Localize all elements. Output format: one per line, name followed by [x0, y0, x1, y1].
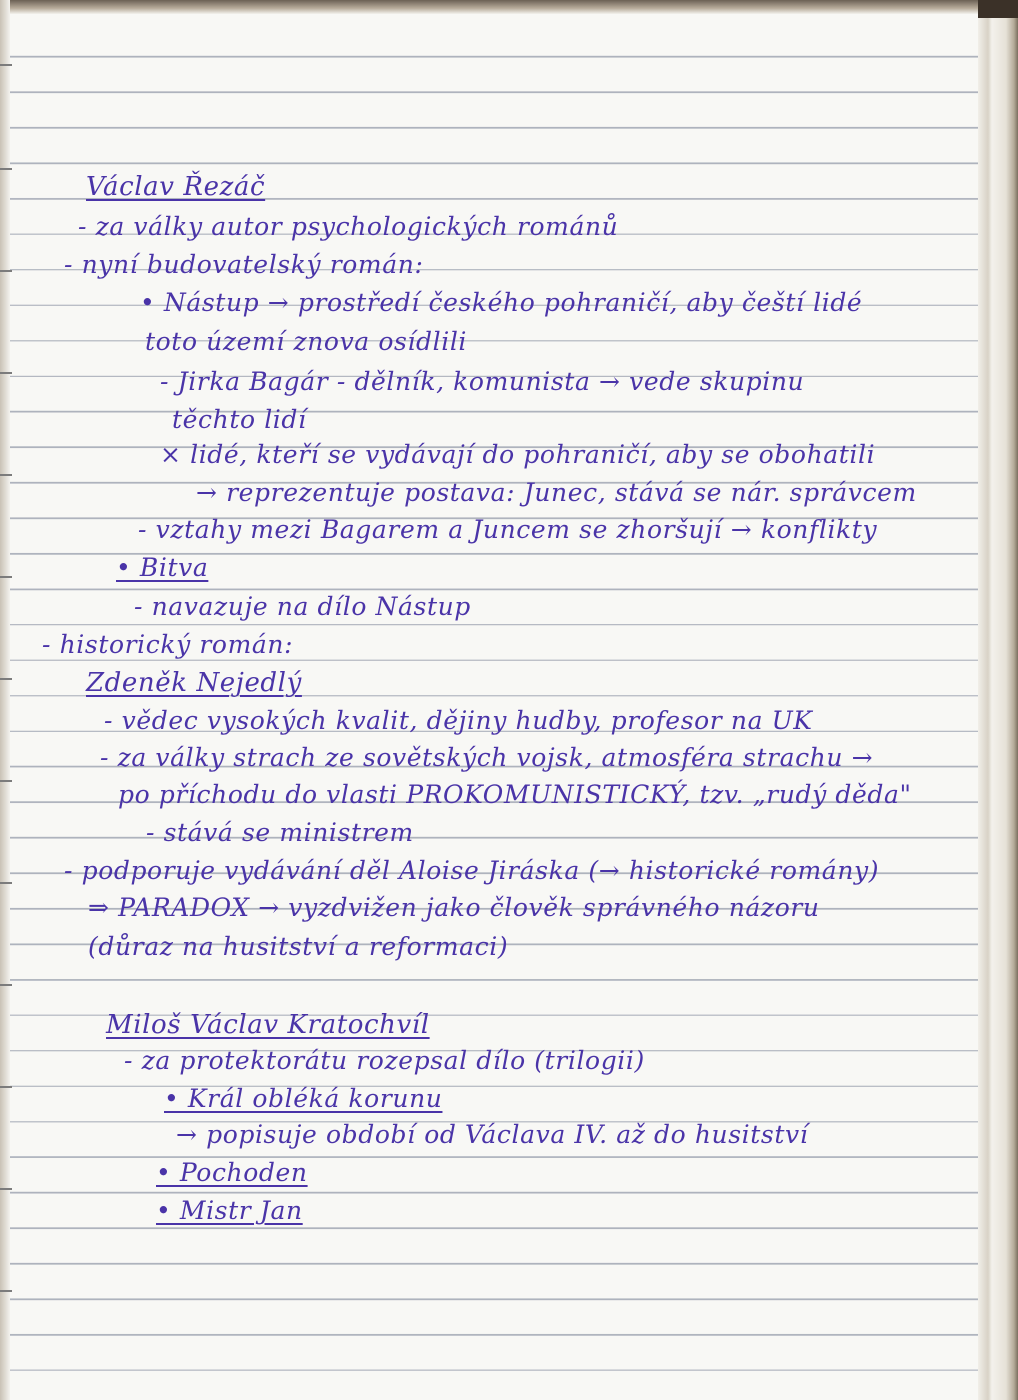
note-line: (důraz na husitství a reformaci)	[88, 932, 509, 961]
margin-tick	[0, 678, 12, 680]
heading-zdenek-nejedly: Zdeněk Nejedlý	[86, 668, 302, 698]
note-line: - vědec vysokých kvalit, dějiny hudby, profesor na UK	[104, 706, 813, 735]
note-line: ⇒ PARADOX → vyzdvižen jako člověk správného názoru	[88, 893, 820, 922]
note-line: - za války strach ze sovětských vojsk, atmosféra strachu →	[100, 743, 874, 772]
list-item-nastup: • Nástup → prostředí českého pohraničí, aby čeští lidé	[140, 288, 863, 317]
heading-milos-vaclav-kratochvil: Miloš Václav Kratochvíl	[106, 1010, 430, 1040]
margin-tick	[0, 1086, 12, 1088]
note-line: - podporuje vydávání děl Aloise Jiráska (→ historické romány)	[64, 856, 880, 885]
note-line: - za protektorátu rozepsal dílo (trilogii)	[124, 1046, 645, 1075]
page-top-edge	[0, 0, 1018, 14]
margin-tick	[0, 576, 12, 578]
list-item-mistr-jan: • Mistr Jan	[156, 1196, 303, 1225]
list-item-kral-obleka-korunu: • Král obléká korunu	[164, 1084, 443, 1113]
list-item-pochoden: • Pochoden	[156, 1158, 308, 1187]
note-line: - nyní budovatelský román:	[64, 250, 424, 279]
margin-tick	[0, 64, 12, 66]
note-line: → reprezentuje postava: Junec, stává se nár. správcem	[196, 478, 917, 507]
heading-vaclav-rezac: Václav Řezáč	[86, 172, 266, 202]
note-line: - stává se ministrem	[146, 818, 414, 847]
notebook-cover-corner	[978, 0, 1018, 18]
note-line: → popisuje období od Václava IV. až do husitství	[176, 1120, 809, 1149]
list-item-bitva: • Bitva	[116, 553, 209, 582]
note-line: těchto lidí	[172, 405, 307, 434]
note-line: - Jirka Bagár - dělník, komunista → vede skupinu	[160, 367, 805, 396]
margin-tick	[0, 168, 12, 170]
margin-tick	[0, 984, 12, 986]
margin-tick	[0, 270, 12, 272]
margin-tick	[0, 474, 12, 476]
note-line: - za války autor psychologických románů	[78, 212, 619, 241]
note-line: - navazuje na dílo Nástup	[134, 592, 471, 621]
note-line: - historický román:	[42, 630, 294, 659]
margin-tick	[0, 1290, 12, 1292]
note-line: toto území znova osídlili	[145, 327, 468, 356]
notebook-binding-edge	[978, 0, 1018, 1400]
margin-tick	[0, 882, 12, 884]
page-left-edge	[0, 0, 10, 1400]
margin-tick	[0, 780, 12, 782]
margin-tick	[0, 1188, 12, 1190]
note-line: - vztahy mezi Bagarem a Juncem se zhoršují → konflikty	[138, 515, 878, 544]
margin-tick	[0, 372, 12, 374]
note-line: × lidé, kteří se vydávají do pohraničí, aby se obohatili	[160, 440, 876, 469]
note-line: po příchodu do vlasti PROKOMUNISTICKÝ, tzv. „rudý děda"	[118, 780, 912, 809]
